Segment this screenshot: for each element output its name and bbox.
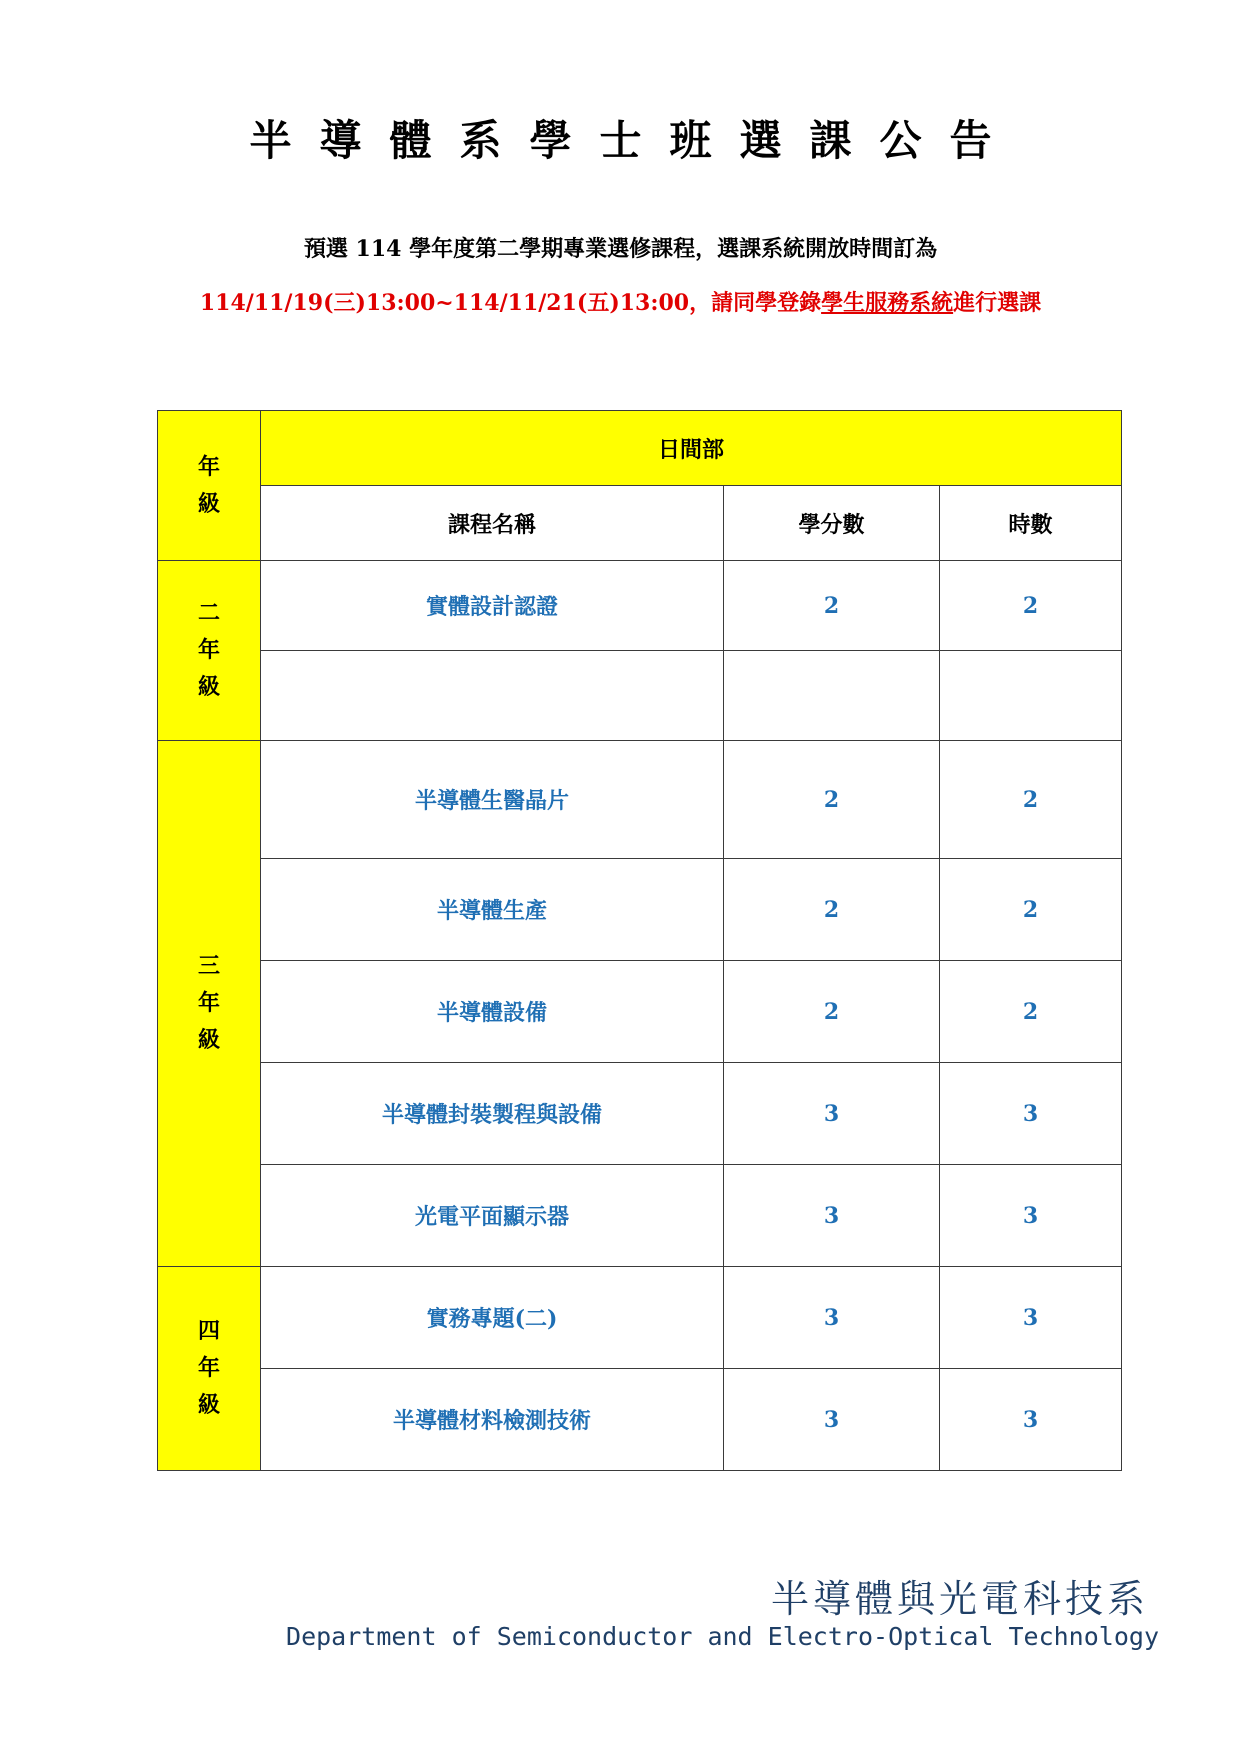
credits-value: 3	[724, 1165, 940, 1267]
notice-line-2	[0, 286, 1241, 317]
notice-line-1: 預選 114 學年度第二學期專業選修課程，選課系統開放時間訂為	[303, 236, 938, 262]
hours-value: 3	[940, 1369, 1122, 1471]
notice-period: 114/11/19(三)13:00~114/11/21(五)13:00，請同學登錄	[199, 290, 822, 316]
course-table	[157, 410, 1122, 1471]
table-row	[158, 741, 1122, 859]
course-name: 光電平面顯示器	[261, 1165, 724, 1267]
course-name: 半導體生產	[261, 859, 724, 961]
course-name: 半導體材料檢測技術	[261, 1369, 724, 1471]
hours-value	[940, 651, 1122, 741]
credits-value	[724, 651, 940, 741]
course-name: 實務專題(二)	[261, 1267, 724, 1369]
table-row	[158, 561, 1122, 651]
credits-value: 3	[724, 1369, 940, 1471]
table-row	[158, 1369, 1122, 1471]
hours-value: 3	[940, 1165, 1122, 1267]
hours-value: 2	[940, 741, 1122, 859]
credits-value: 2	[724, 561, 940, 651]
credits-value: 3	[724, 1267, 940, 1369]
student-service-system-link[interactable]: 學生服務系統	[821, 290, 954, 316]
page-title: 半導體系學士班選課公告	[249, 116, 1020, 165]
department-name-english: Department of Semiconductor and Electro-Optical Technology	[286, 1622, 1159, 1651]
credits-value: 2	[724, 741, 940, 859]
course-name: 半導體生醫晶片	[261, 741, 724, 859]
department-name-chinese: 半導體與光電科技系	[770, 1577, 1149, 1621]
hours-value: 2	[940, 961, 1122, 1063]
course-name: 半導體設備	[261, 961, 724, 1063]
table-row	[158, 859, 1122, 961]
credits-value: 3	[724, 1063, 940, 1165]
column-header-course: 課程名稱	[261, 486, 724, 561]
grade-label: 二 年 級	[158, 561, 261, 741]
column-header-hours: 時數	[940, 486, 1122, 561]
table-row	[158, 1267, 1122, 1369]
credits-value: 2	[724, 859, 940, 961]
notice-suffix: 進行選課	[953, 290, 1042, 316]
grade-label: 三 年 級	[158, 741, 261, 1267]
hours-value: 2	[940, 561, 1122, 651]
credits-value: 2	[724, 961, 940, 1063]
grade-label: 四 年 級	[158, 1267, 261, 1471]
grade-header: 年 級	[158, 411, 261, 561]
table-row	[158, 1063, 1122, 1165]
table-row	[158, 651, 1122, 741]
hours-value: 2	[940, 859, 1122, 961]
hours-value: 3	[940, 1267, 1122, 1369]
table-row	[158, 1165, 1122, 1267]
division-header: 日間部	[261, 411, 1122, 486]
course-name: 半導體封裝製程與設備	[261, 1063, 724, 1165]
column-header-credits: 學分數	[724, 486, 940, 561]
hours-value: 3	[940, 1063, 1122, 1165]
course-name: 實體設計認證	[261, 561, 724, 651]
table-row	[158, 961, 1122, 1063]
course-name	[261, 651, 724, 741]
